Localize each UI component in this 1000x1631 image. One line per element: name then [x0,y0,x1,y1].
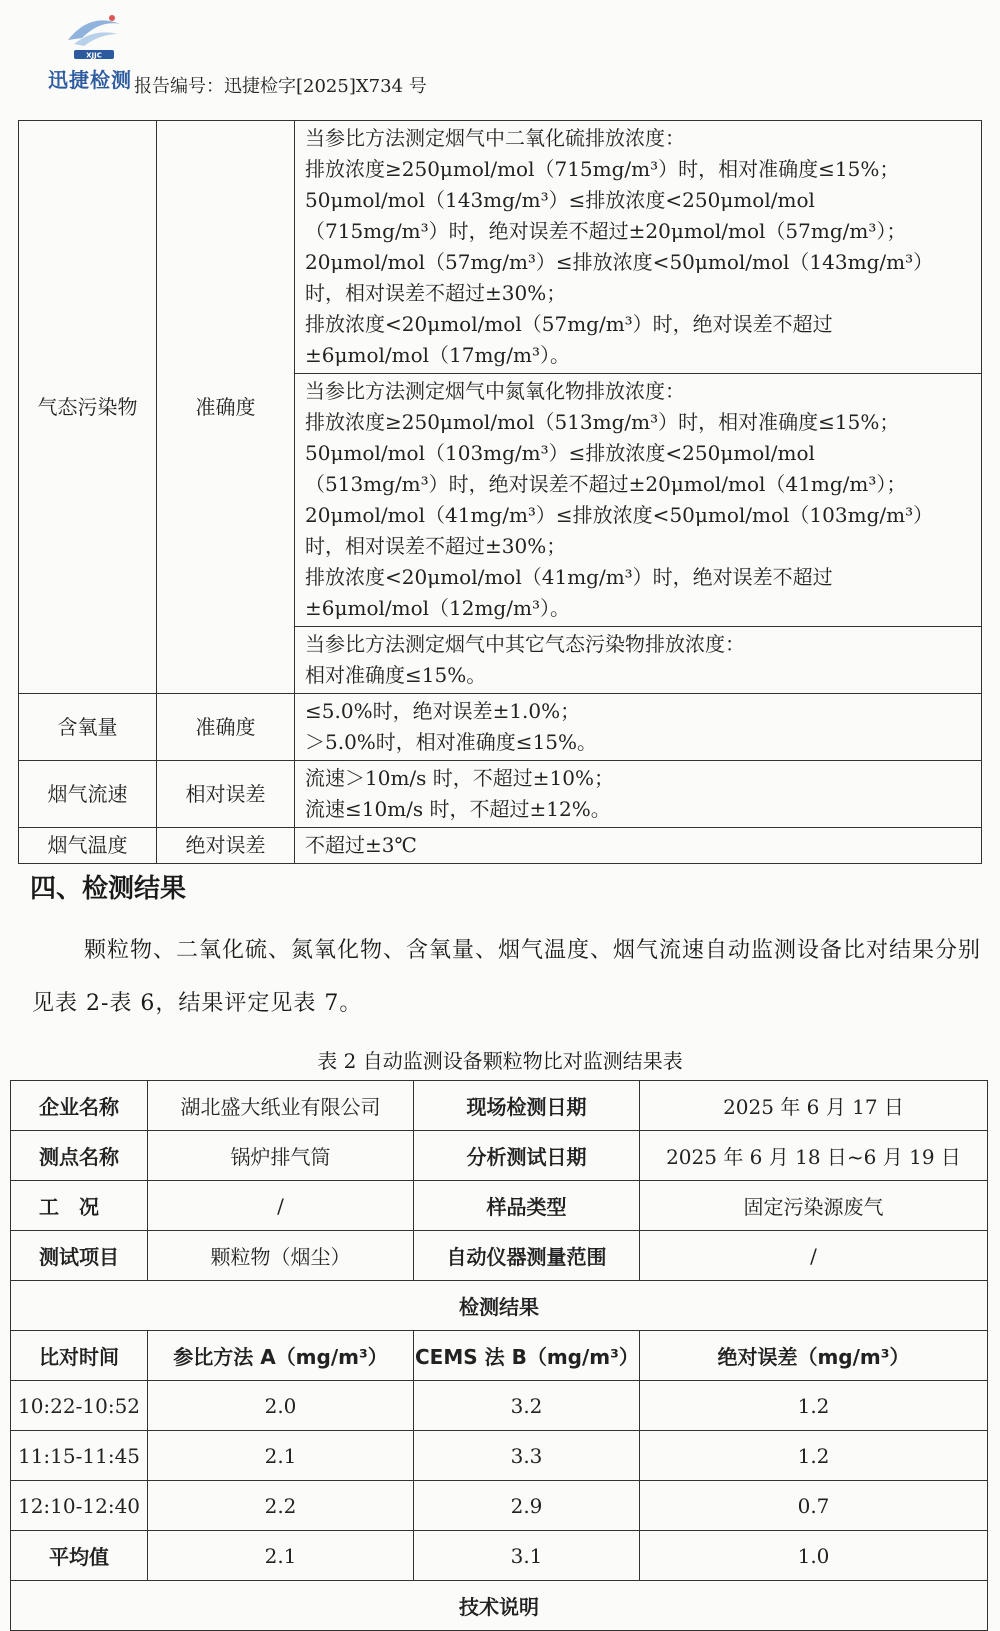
info-value: / [148,1181,414,1231]
section-paragraph: 颗粒物、二氧化硫、氮氧化物、含氧量、烟气温度、烟气流速自动监测设备比对结果分别见表 2-表 6，结果评定见表 7。 [32,938,982,1016]
requirement-line: ±6μmol/mol（17mg/m³）。 [305,343,570,367]
requirement-line: （513mg/m³）时，绝对误差不超过±20μmol/mol（41mg/m³）； [305,472,907,496]
results-heading-row [11,1281,988,1331]
info-value: 锅炉排气筒 [148,1131,414,1181]
particulate-comparison-table [10,1080,988,1631]
info-value: 颗粒物（烟尘） [148,1231,414,1281]
table-cell: 平均值 [11,1531,148,1581]
table-cell: 2.0 [148,1381,414,1431]
table-cell: 3.1 [414,1531,640,1581]
info-value: / [640,1231,988,1281]
logo-small-text: XJJC [86,51,102,60]
standards-row [19,121,982,374]
requirement-line: （715mg/m³）时，绝对误差不超过±20μmol/mol（57mg/m³）； [305,219,907,243]
logo-emblem-icon [60,10,128,62]
table-cell: 2.2 [148,1481,414,1531]
requirement-line: 排放浓度<20μmol/mol（41mg/m³）时，绝对误差不超过 [305,565,833,589]
info-label: 测试项目 [11,1231,148,1281]
info-label: 样品类型 [414,1181,640,1231]
standards-item: 含氧量 [19,694,157,761]
table-row [11,1481,988,1531]
info-value: 2025 年 6 月 17 日 [640,1081,988,1131]
requirement-line: 排放浓度<20μmol/mol（57mg/m³）时，绝对误差不超过 [305,312,833,336]
results-heading: 检测结果 [11,1281,988,1331]
info-label: 自动仪器测量范围 [414,1231,640,1281]
technical-notes-heading: 技术说明 [11,1581,988,1631]
requirement-line: 排放浓度≥250μmol/mol（513mg/m³）时，相对准确度≤15%； [305,410,900,434]
standards-row [19,761,982,828]
standards-requirement [295,627,982,694]
standards-item: 烟气温度 [19,828,157,864]
table-cell: 2.1 [148,1431,414,1481]
requirement-line: 相对准确度≤15%。 [305,663,487,687]
info-label: 分析测试日期 [414,1131,640,1181]
table-caption: 表 2 自动监测设备颗粒物比对监测结果表 [317,1049,683,1073]
section-title: 四、检测结果 [30,874,187,904]
standards-requirement [295,828,982,864]
requirement-line: 流速≤10m/s 时，不超过±12%。 [305,797,611,821]
column-header: 参比方法 A（mg/m³） [148,1331,414,1381]
table-cell: 10:22-10:52 [11,1381,148,1431]
standards-requirement [295,374,982,627]
standards-row [19,694,982,761]
table-cell: 12:10-12:40 [11,1481,148,1531]
standards-indicator: 准确度 [157,121,295,694]
company-logo [48,10,138,95]
column-header: 绝对误差（mg/m³） [640,1331,988,1381]
requirement-line: ±6μmol/mol（12mg/m³）。 [305,596,570,620]
standards-requirement [295,694,982,761]
requirement-line: 50μmol/mol（103mg/m³）≤排放浓度<250μmol/mol [305,441,815,465]
footer-row [11,1581,988,1631]
info-value: 湖北盛大纸业有限公司 [148,1081,414,1131]
info-label: 企业名称 [11,1081,148,1131]
requirement-line: 排放浓度≥250μmol/mol（715mg/m³）时，相对准确度≤15%； [305,157,900,181]
info-row [11,1131,988,1181]
report-number: 报告编号：迅捷检字[2025]X734 号 [134,76,427,97]
accuracy-standards-table [18,120,982,864]
requirement-line: 时，相对误差不超过±30%； [305,281,567,305]
requirement-line: 不超过±3℃ [305,833,417,857]
requirement-line: 流速＞10m/s 时，不超过±10%； [305,766,614,790]
info-label: 工况 [11,1181,148,1231]
table-cell: 0.7 [640,1481,988,1531]
requirement-line: 20μmol/mol（57mg/m³）≤排放浓度<50μmol/mol（143mg/m³） [305,250,934,274]
standards-indicator: 相对误差 [157,761,295,828]
info-row [11,1231,988,1281]
table-cell: 1.0 [640,1531,988,1581]
table-cell: 11:15-11:45 [11,1431,148,1481]
standards-item: 气态污染物 [19,121,157,694]
requirement-line: 当参比方法测定烟气中其它气态污染物排放浓度： [305,632,745,656]
table-row [11,1381,988,1431]
table-cell: 1.2 [640,1431,988,1481]
requirement-line: 时，相对误差不超过±30%； [305,534,567,558]
info-label: 现场检测日期 [414,1081,640,1131]
column-header-row [11,1331,988,1381]
table-row [11,1531,988,1581]
requirement-line: 当参比方法测定烟气中氮氧化物排放浓度： [305,379,685,403]
standards-indicator: 绝对误差 [157,828,295,864]
table-row [11,1431,988,1481]
info-row [11,1181,988,1231]
info-value: 固定污染源废气 [640,1181,988,1231]
table-cell: 3.2 [414,1381,640,1431]
page-header [0,0,1000,110]
logo-name: 迅捷检测 [48,68,132,92]
requirement-line: 50μmol/mol（143mg/m³）≤排放浓度<250μmol/mol [305,188,815,212]
column-header: CEMS 法 B（mg/m³） [414,1331,640,1381]
info-row [11,1081,988,1131]
table-cell: 2.1 [148,1531,414,1581]
standards-indicator: 准确度 [157,694,295,761]
requirement-line: ＞5.0%时，相对准确度≤15%。 [305,730,598,754]
info-value: 2025 年 6 月 18 日~6 月 19 日 [640,1131,988,1181]
table-cell: 1.2 [640,1381,988,1431]
table-cell: 3.3 [414,1431,640,1481]
table-cell: 2.9 [414,1481,640,1531]
requirement-line: ≤5.0%时，绝对误差±1.0%； [305,699,581,723]
column-header: 比对时间 [11,1331,148,1381]
standards-item: 烟气流速 [19,761,157,828]
requirement-line: 20μmol/mol（41mg/m³）≤排放浓度<50μmol/mol（103mg/m³） [305,503,934,527]
standards-requirement [295,761,982,828]
standards-row [19,828,982,864]
standards-requirement [295,121,982,374]
info-label: 测点名称 [11,1131,148,1181]
requirement-line: 当参比方法测定烟气中二氧化硫排放浓度： [305,126,685,150]
